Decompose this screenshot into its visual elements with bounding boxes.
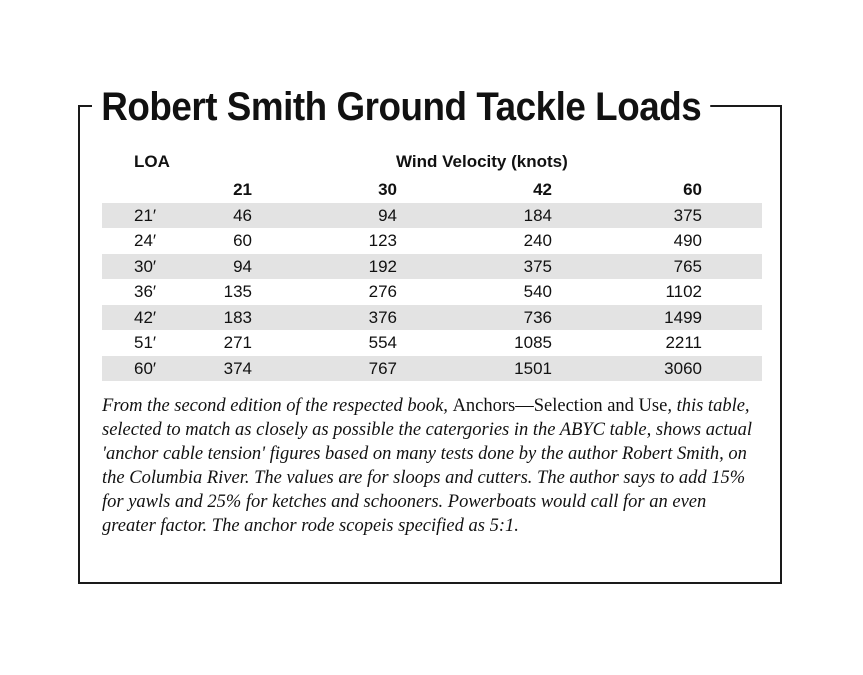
- speed-header: 60: [683, 180, 702, 199]
- caption-text: From the second edition of the respected book,: [102, 396, 453, 416]
- loa-cell: 36′: [134, 282, 157, 301]
- table-row: [102, 203, 762, 229]
- loa-cell: 30′: [102, 254, 182, 280]
- load-cell: 1501: [397, 356, 552, 382]
- load-cell: 94: [252, 203, 397, 229]
- figure-caption: [102, 394, 764, 538]
- table-row: [102, 228, 762, 254]
- loa-cell: 24′: [134, 231, 157, 250]
- load-cell: 135: [223, 282, 252, 301]
- table-row: [102, 305, 762, 331]
- book-title: Anchors—Selection and Use: [452, 396, 668, 416]
- load-cell: 374: [182, 356, 252, 382]
- speed-header: 42: [533, 180, 552, 199]
- load-cell: 3060: [552, 356, 702, 382]
- load-cell: 192: [252, 254, 397, 280]
- load-cell: 1499: [552, 305, 702, 331]
- load-cell: 1102: [665, 282, 702, 301]
- load-cell: 375: [397, 254, 552, 280]
- load-cell: 375: [552, 203, 702, 229]
- load-cell: 271: [223, 333, 252, 352]
- loa-cell: 60′: [102, 356, 182, 382]
- load-cell: 46: [182, 203, 252, 229]
- wind-velocity-header: Wind Velocity (knots): [396, 152, 568, 171]
- load-cell: 240: [523, 231, 552, 250]
- load-cell: 184: [397, 203, 552, 229]
- caption-text: , this table, selected to match as closely as possible the catergories in the ABYC table, shows actual 'anchor cable tension' figures based on many tests done by the author Robert Smith, on the Columbia River. The values are for sloops and cutters. The author says to add 15% for yawls and 25% for ketches and schooners. Powerboats would call for an even greater factor. The anchor rode scopeis specified as 5:1.: [102, 396, 752, 536]
- speed-header-row: [102, 177, 762, 203]
- load-cell: 736: [397, 305, 552, 331]
- table-row: [102, 279, 762, 305]
- load-cell: 376: [252, 305, 397, 331]
- loa-header: LOA: [134, 152, 170, 171]
- speed-header: 30: [378, 180, 397, 199]
- table-row: [102, 356, 762, 382]
- load-cell: 2211: [665, 333, 702, 352]
- loa-cell: 42′: [102, 305, 182, 331]
- load-cell: 540: [523, 282, 552, 301]
- loads-table: [102, 177, 762, 381]
- load-cell: 60: [233, 231, 252, 250]
- load-cell: 276: [368, 282, 397, 301]
- load-cell: 490: [673, 231, 702, 250]
- speed-header: 21: [233, 180, 252, 199]
- figure-title: Robert Smith Ground Tackle Loads: [92, 84, 710, 130]
- load-cell: 123: [368, 231, 397, 250]
- table-row: [102, 254, 762, 280]
- table-row: [102, 330, 762, 356]
- load-cell: 765: [552, 254, 702, 280]
- load-cell: 1085: [514, 333, 552, 352]
- loa-cell: 51′: [134, 333, 157, 352]
- loa-blank-header: [102, 177, 182, 203]
- load-cell: 183: [182, 305, 252, 331]
- load-cell: 554: [368, 333, 397, 352]
- load-cell: 94: [182, 254, 252, 280]
- load-cell: 767: [252, 356, 397, 382]
- loa-cell: 21′: [102, 203, 182, 229]
